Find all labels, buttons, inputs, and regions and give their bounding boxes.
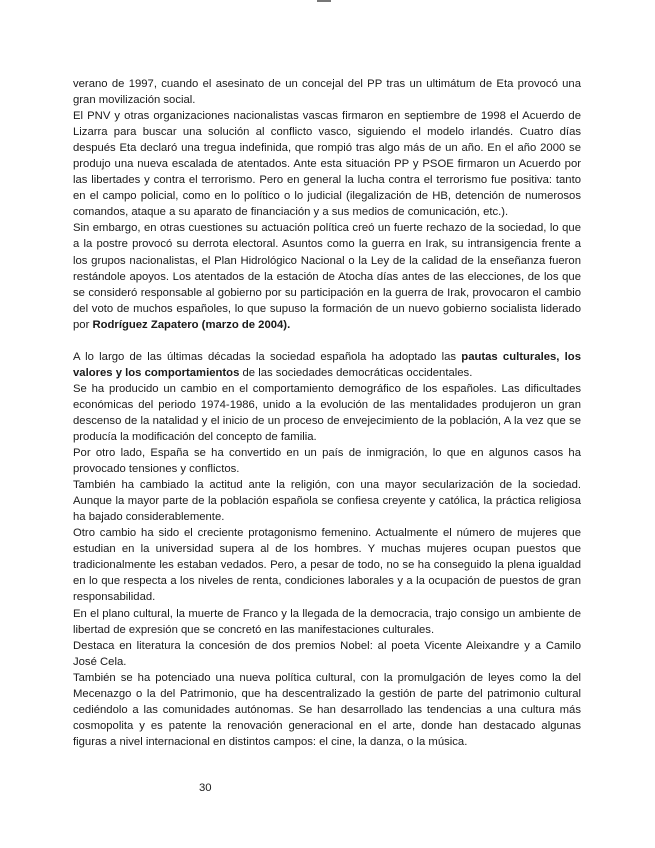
page-number: 30 <box>199 782 212 794</box>
paragraph-8: Otro cambio ha sido el creciente protagonismo femenino. Actualmente el número de mujeres que estudian en la universidad supera al de los hombres. Y muchas mujeres ocupan puestos que tradicionalmente les estaban vedados. Pero, a pesar de todo, no se ha conseguido la plena igualdad en lo que respecta a los niveles de renta, condiciones laborales y a la ocupación de puestos de gran responsabilidad. <box>73 527 581 604</box>
paragraph-7: También ha cambiado la actitud ante la religión, con una mayor secularización de la sociedad. Aunque la mayor parte de la población española se confiesa creyente y católica, la práctica religiosa ha bajado considerablemente. <box>73 479 581 524</box>
paragraph-3-bold: Rodríguez Zapatero (marzo de 2004). <box>92 318 291 331</box>
paragraph-2: El PNV y otras organizaciones nacionalistas vascas firmaron en septiembre de 1998 el Acuerdo de Lizarra para buscar una solución al conflicto vasco, siguiendo el modelo irlandés. Cuatro días después Eta declaró una tregua indefinida, que rompió tras algo más de un año. En el año 2000 se produjo una nueva escalada de atentados. Ante esta situación PP y PSOE firmaron un Acuerdo por las libertades y contra el terrorismo. Pero en general la lucha contra el terrorismo fue positiva: tanto en el campo policial, como en lo político o lo judicial (ilegalización de HB, detención de numerosos comandos, ataque a su aparato de financiación y a sus medios de comunicación, etc.). <box>73 110 581 219</box>
paragraph-1: verano de 1997, cuando el asesinato de un concejal del PP tras un ultimátum de Eta provocó una gran movilización social. <box>73 78 581 107</box>
paragraph-4-bold: pautas culturales, los valores y los comportamientos <box>73 350 581 379</box>
paragraph-4-text-after: de las sociedades democráticas occidentales. <box>239 366 473 379</box>
paragraph-5: Se ha producido un cambio en el comportamiento demográfico de los españoles. Las dificultades económicas del periodo 1974-1986, unido a la evolución de las mentalidades produjeron un gran descenso de la natalidad y el inicio de un proceso de envejecimiento de la población, A la vez que se producía la modificación del concepto de familia. <box>73 382 581 443</box>
paragraph-3 <box>73 220 581 332</box>
paragraph-3-text: Sin embargo, en otras cuestiones su actuación política creó un fuerte rechazo de la sociedad, lo que a la postre provocó su derrota electoral. Asuntos como la guerra en Irak, su intransigencia frente a los grupos nacionalistas, el Plan Hidrológico Nacional o la Ley de la calidad de la enseñanza fueron restándole apoyos. Los atentados de la estación de Atocha días antes de las elecciones, de los que se consideró responsable al gobierno por su participación en la guerra de Irak, provocaron el cambio del voto de muchos españoles, lo que supuso la formación de un nuevo gobierno socialista liderado por <box>73 222 581 331</box>
paragraph-4-text: A lo largo de las últimas décadas la sociedad española ha adoptado las <box>73 350 462 363</box>
paragraph-4 <box>73 349 581 381</box>
paragraph-9: En el plano cultural, la muerte de Franco y la llegada de la democracia, trajo consigo un ambiente de libertad de expresión que se concretó en las manifestaciones culturales. <box>73 607 581 636</box>
top-edge-mark <box>317 0 331 2</box>
document-body <box>73 76 581 750</box>
paragraph-6: Por otro lado, España se ha convertido en un país de inmigración, lo que en algunos casos ha provocado tensiones y conflictos. <box>73 447 581 476</box>
paragraph-11: También se ha potenciado una nueva política cultural, con la promulgación de leyes como la del Mecenazgo o la del Patrimonio, que ha descentralizado la gestión de parte del patrimonio cultural cediéndolo a las comunidades autónomas. Se han desarrollado las tendencias a una cultura más cosmopolita y es patente la renovación generacional en el arte, donde han destacado algunas figuras a nivel internacional en distintos campos: el cine, la danza, o la música. <box>73 671 581 748</box>
paragraph-10: Destaca en literatura la concesión de dos premios Nobel: al poeta Vicente Aleixandre y a Camilo José Cela. <box>73 639 581 668</box>
